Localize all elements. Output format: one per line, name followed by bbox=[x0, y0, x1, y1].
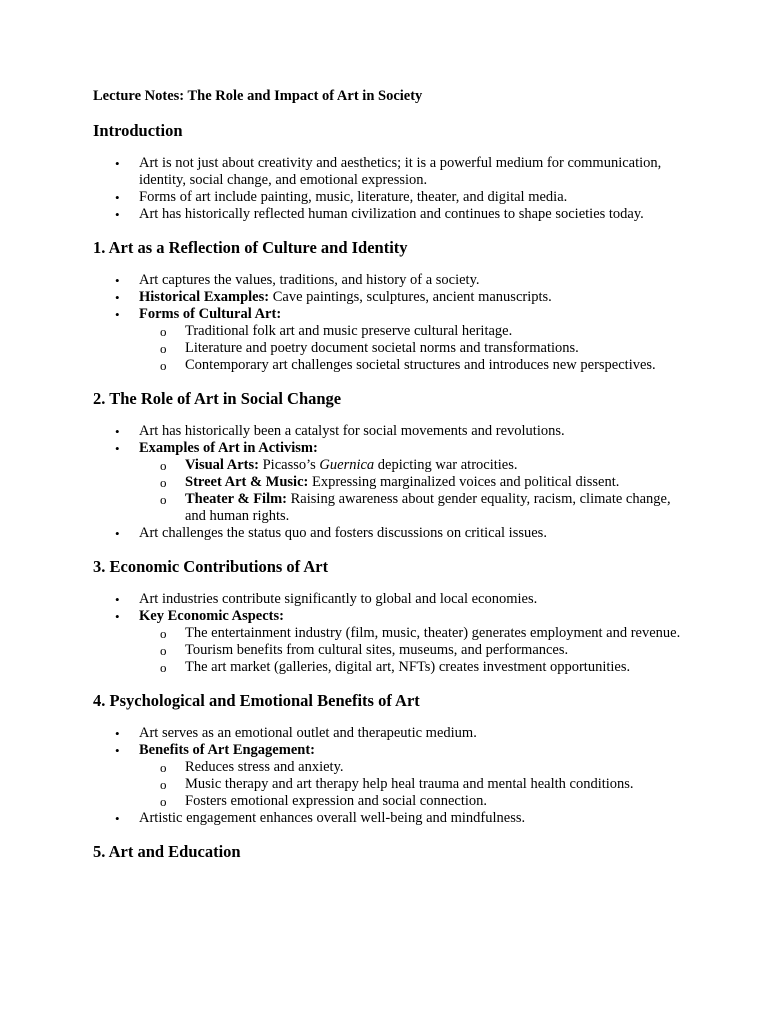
list-item: • Art has historically been a catalyst for social movements and revolutions. bbox=[115, 423, 565, 439]
bullet-icon: • bbox=[115, 609, 120, 624]
sub-list bbox=[139, 759, 693, 810]
bullet-icon: • bbox=[115, 190, 120, 205]
list-item: • Art has historically reflected human civilization and continues to shape societies today. bbox=[115, 206, 644, 222]
sub-list-item: o The art market (galleries, digital art, NFTs) creates investment opportunities. bbox=[160, 659, 631, 675]
section-4-list bbox=[93, 725, 693, 827]
section-1-list bbox=[93, 272, 693, 374]
sub-bullet-icon: o bbox=[160, 341, 167, 356]
bullet-icon: • bbox=[115, 156, 120, 171]
bullet-icon: • bbox=[115, 307, 120, 322]
list-item: • Art serves as an emotional outlet and therapeutic medium. bbox=[115, 725, 477, 741]
sub-list-item: o Street Art & Music: Expressing marginalized voices and political dissent. bbox=[160, 474, 620, 490]
sub-list bbox=[139, 457, 693, 525]
list-item: • Art challenges the status quo and fosters discussions on critical issues. bbox=[115, 525, 547, 541]
section-2-list bbox=[93, 423, 693, 542]
list-item: • Art industries contribute significantly to global and local economies. bbox=[115, 591, 538, 607]
bullet-icon: • bbox=[115, 424, 120, 439]
sub-bullet-icon: o bbox=[160, 492, 167, 507]
sub-list bbox=[139, 625, 693, 676]
bullet-icon: • bbox=[115, 743, 120, 758]
list-item: • Forms of art include painting, music, literature, theater, and digital media. bbox=[115, 189, 568, 205]
sub-list-item: o Contemporary art challenges societal structures and introduces new perspectives. bbox=[160, 357, 656, 373]
bullet-icon: • bbox=[115, 811, 120, 826]
sub-list-item: o Tourism benefits from cultural sites, museums, and performances. bbox=[160, 642, 569, 658]
sub-list-item: o Literature and poetry document societal norms and transformations. bbox=[160, 340, 579, 356]
heading-section-2: 2. The Role of Art in Social Change bbox=[93, 389, 342, 408]
bullet-icon: • bbox=[115, 592, 120, 607]
list-item: • Key Economic Aspects: o The entertainment industry (film, music, theater) generates employment and revenue. o Tourism benefits from cultural sites, museums, and performances. o The art market (galleries, digital art, NFTs) creates investment opportunities. bbox=[93, 608, 693, 676]
sub-bullet-icon: o bbox=[160, 358, 167, 373]
list-item: • Forms of Cultural Art: o Traditional folk art and music preserve cultural heritage. o Literature and poetry document societal norms and transformations. o Contemporary art challenges societal structures and introduces new perspectives. bbox=[93, 306, 693, 374]
bullet-icon: • bbox=[115, 526, 120, 541]
bullet-icon: • bbox=[115, 207, 120, 222]
sub-bullet-icon: o bbox=[160, 777, 167, 792]
sub-list-item: o Reduces stress and anxiety. bbox=[160, 759, 344, 775]
sub-bullet-icon: o bbox=[160, 626, 167, 641]
document-page bbox=[93, 86, 693, 863]
list-item: • Benefits of Art Engagement: o Reduces stress and anxiety. o Music therapy and art therapy help heal trauma and mental health conditions. o Fosters emotional expression and social connection. bbox=[93, 742, 693, 810]
sub-bullet-icon: o bbox=[160, 643, 167, 658]
sub-bullet-icon: o bbox=[160, 794, 167, 809]
sub-list-item: o Fosters emotional expression and social connection. bbox=[160, 793, 488, 809]
list-item: • Historical Examples: Cave paintings, sculptures, ancient manuscripts. bbox=[115, 289, 552, 305]
sub-list-item: o Music therapy and art therapy help heal trauma and mental health conditions. bbox=[160, 776, 634, 792]
document-title: Lecture Notes: The Role and Impact of Art in Society bbox=[93, 88, 423, 104]
heading-section-5: 5. Art and Education bbox=[93, 842, 241, 861]
intro-list bbox=[93, 155, 693, 223]
sub-bullet-icon: o bbox=[160, 660, 167, 675]
sub-list-item: o Traditional folk art and music preserve cultural heritage. bbox=[160, 323, 513, 339]
sub-list-item: o Visual Arts: Picasso’s Guernica depicting war atrocities. bbox=[160, 457, 518, 473]
section-3-list bbox=[93, 591, 693, 676]
sub-bullet-icon: o bbox=[160, 324, 167, 339]
list-item: • Examples of Art in Activism: o Visual Arts: Picasso’s Guernica depicting war atrocities. o Street Art & Music: Expressing marginalized voices and political dissent. o Theater & Film: Raising awareness about gender equality, racism, climate change, and human rights. bbox=[93, 440, 693, 525]
heading-section-4: 4. Psychological and Emotional Benefits of Art bbox=[93, 691, 420, 710]
list-item: • Art is not just about creativity and aesthetics; it is a powerful medium for communication, identity, social change, and emotional expression. bbox=[115, 155, 662, 188]
bullet-icon: • bbox=[115, 290, 120, 305]
sub-list-item: o Theater & Film: Raising awareness about gender equality, racism, climate change, and human rights. bbox=[160, 491, 671, 524]
list-item: • Art captures the values, traditions, and history of a society. bbox=[115, 272, 480, 288]
bullet-icon: • bbox=[115, 726, 120, 741]
list-item: • Artistic engagement enhances overall well-being and mindfulness. bbox=[115, 810, 526, 826]
heading-section-1: 1. Art as a Reflection of Culture and Identity bbox=[93, 238, 408, 257]
sub-bullet-icon: o bbox=[160, 458, 167, 473]
sub-bullet-icon: o bbox=[160, 475, 167, 490]
heading-section-3: 3. Economic Contributions of Art bbox=[93, 557, 329, 576]
bullet-icon: • bbox=[115, 441, 120, 456]
sub-list-item: o The entertainment industry (film, music, theater) generates employment and revenue. bbox=[160, 625, 681, 641]
bullet-icon: • bbox=[115, 273, 120, 288]
sub-list bbox=[139, 323, 693, 374]
heading-introduction: Introduction bbox=[93, 121, 183, 140]
sub-bullet-icon: o bbox=[160, 760, 167, 775]
